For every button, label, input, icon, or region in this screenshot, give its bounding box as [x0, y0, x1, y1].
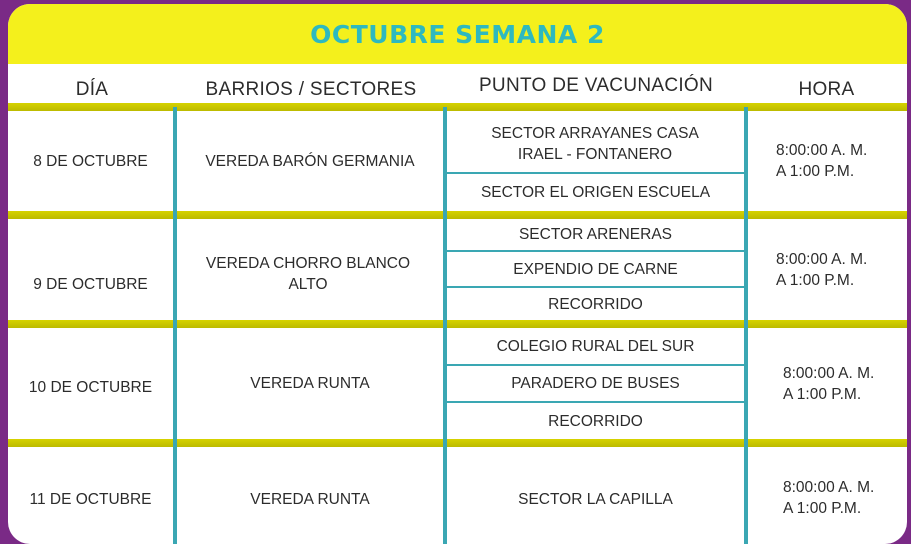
hora-end: A 1:00 P.M.	[783, 500, 862, 517]
table-row-punto: COLEGIO RURAL DEL SUR	[496, 337, 695, 355]
table-row-dia: 11 DE OCTUBRE	[29, 490, 152, 508]
table-row-punto: SECTOR LA CAPILLA	[518, 490, 673, 508]
hora-end: A 1:00 P.M.	[776, 163, 855, 180]
table-row-hora	[783, 328, 907, 439]
table-row-hora	[776, 111, 906, 211]
header-barrios: BARRIOS / SECTORES	[205, 79, 417, 100]
table-row-barrio: VEREDA BARÓN GERMANIA	[205, 152, 415, 170]
hora-start: 8:00:00 A. M.	[783, 364, 875, 382]
table-row-punto: RECORRIDO	[548, 295, 643, 313]
hora-start: 8:00:00 A. M.	[776, 250, 868, 268]
table-row-punto: SECTOR ARENERAS	[518, 226, 673, 243]
table-row-punto: SECTOR ARRAYANES CASA IRAEL - FONTANERO	[491, 125, 699, 163]
hora-end: A 1:00 P.M.	[776, 271, 855, 289]
table-row-punto: EXPENDIO DE CARNE	[513, 260, 678, 278]
header-dia: DÍA	[75, 79, 109, 100]
header-hora: HORA	[798, 79, 855, 100]
table-row-dia: 10 DE OCTUBRE	[28, 379, 153, 396]
hora-start: 8:00:00 A. M.	[776, 142, 868, 159]
page-title: OCTUBRE SEMANA 2	[310, 19, 605, 49]
row-separator	[8, 103, 907, 111]
table-row-punto: SECTOR EL ORIGEN ESCUELA	[480, 184, 711, 201]
hora-end: A 1:00 P.M.	[783, 385, 862, 403]
table-row-barrio: VEREDA RUNTA	[250, 490, 370, 508]
table-row-hora	[776, 219, 906, 320]
title-bar	[8, 4, 907, 64]
table-row-punto: PARADERO DE BUSES	[511, 375, 680, 392]
table-row-barrio: VEREDA CHORRO BLANCO ALTO	[205, 255, 411, 293]
header-punto: PUNTO DE VACUNACIÓN	[478, 75, 714, 96]
table-row-dia: 8 DE OCTUBRE	[33, 152, 148, 170]
table-row-punto: RECORRIDO	[548, 412, 643, 430]
table-row-hora	[783, 476, 907, 520]
hora-start: 8:00:00 A. M.	[783, 479, 875, 496]
schedule-card	[8, 4, 907, 544]
table-row-dia: 9 DE OCTUBRE	[33, 275, 148, 293]
row-separator	[8, 211, 907, 219]
table-row-barrio: VEREDA RUNTA	[250, 375, 370, 392]
